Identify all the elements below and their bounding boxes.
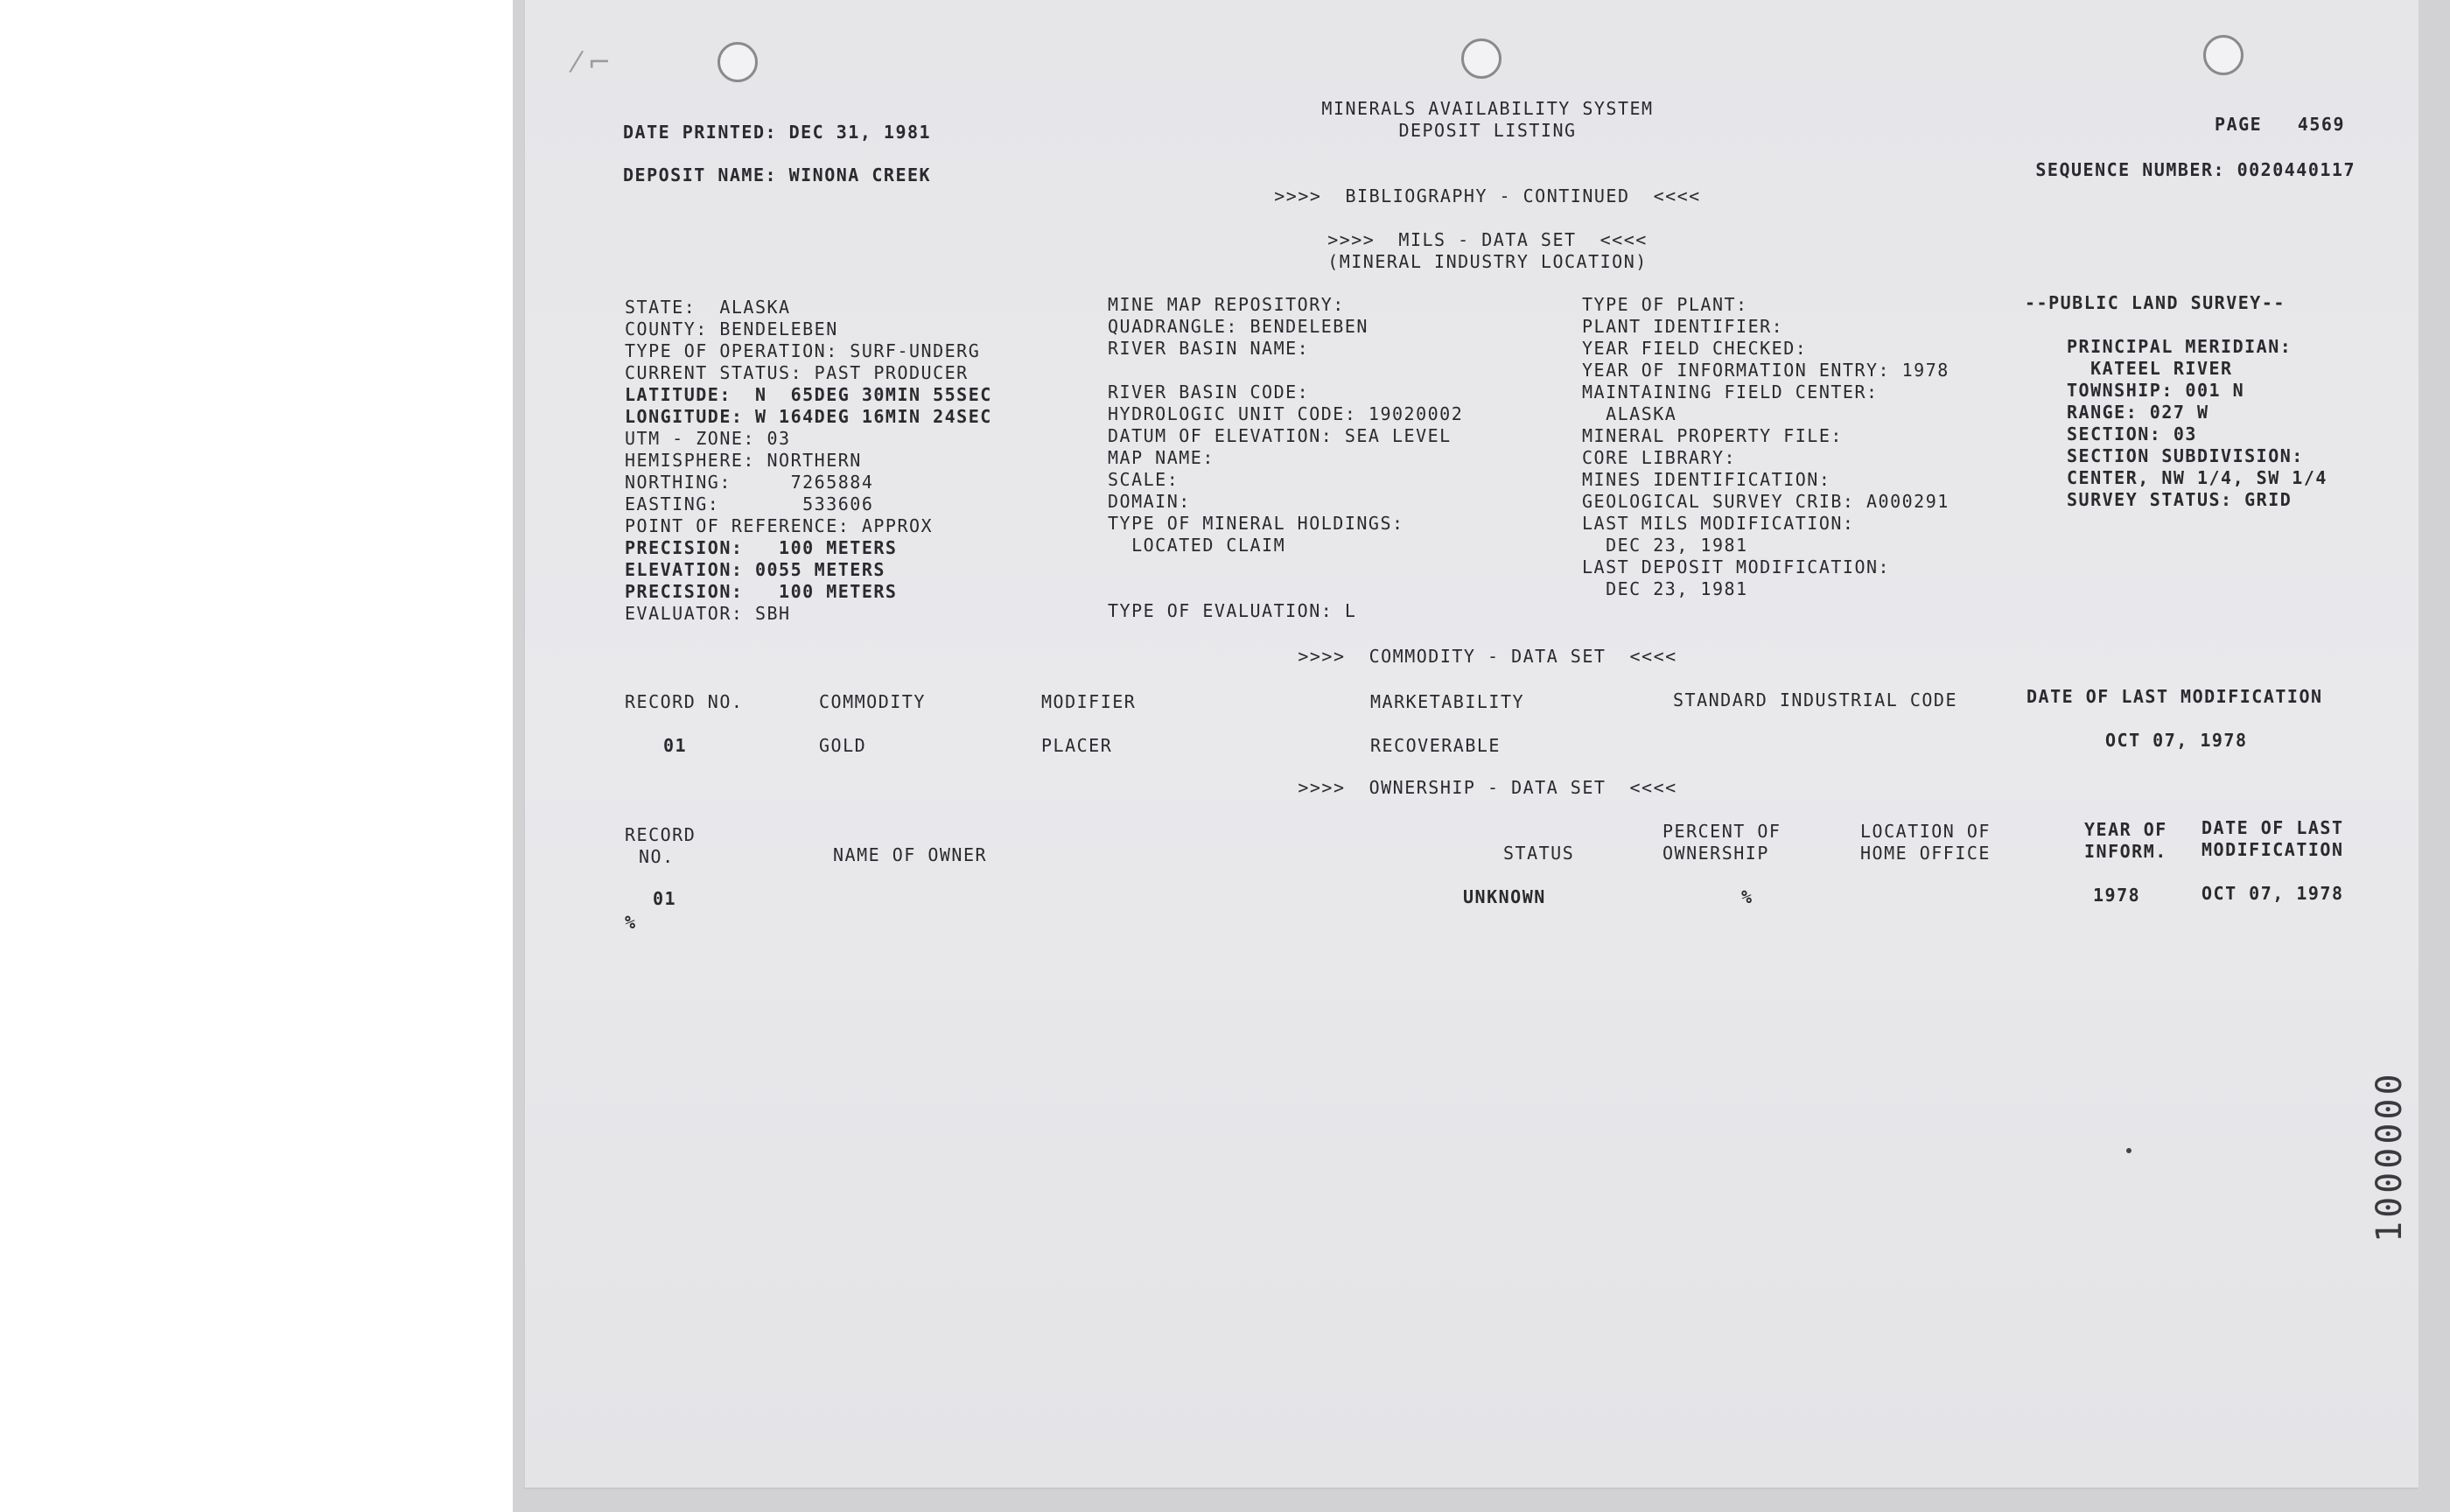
field-line (1108, 556, 1463, 578)
commodity-header-record: RECORD NO. (625, 691, 744, 712)
field-line: TOWNSHIP: 001 N (2067, 380, 2245, 401)
field-line (2025, 314, 2328, 336)
field-line: PLANT IDENTIFIER: (1582, 316, 1784, 337)
field-line: LAST DEPOSIT MODIFICATION: (1582, 556, 1891, 578)
commodity-value: GOLD (819, 735, 867, 756)
margin-stamp: 1000000 (2370, 1070, 2410, 1242)
field-line: TYPE OF PLANT: (1582, 294, 1748, 315)
field-line: HYDROLOGIC UNIT CODE: 19020002 (1108, 403, 1464, 424)
field-line: COUNTY: BENDELEBEN (625, 318, 838, 340)
field-line: SECTION SUBDIVISION: (2067, 445, 2304, 466)
field-line: SURVEY STATUS: GRID (2067, 489, 2292, 510)
field-line: CURRENT STATUS: PAST PRODUCER (625, 362, 969, 383)
mils-heading: >>>> MILS - DATA SET <<<< (1327, 229, 1648, 250)
ownership-heading: >>>> OWNERSHIP - DATA SET <<<< (1298, 777, 1677, 798)
binder-hole (2203, 35, 2244, 75)
field-line (1108, 578, 1463, 600)
bibliography-heading: >>>> BIBLIOGRAPHY - CONTINUED <<<< (1274, 186, 1701, 206)
field-line: POINT OF REFERENCE: APPROX (625, 515, 934, 536)
field-line: RIVER BASIN CODE: (1108, 382, 1310, 402)
ownership-header-date: DATE OF LAST (2202, 817, 2344, 838)
field-line: DEC 23, 1981 (1582, 535, 1748, 556)
commodity-header-commodity: COMMODITY (819, 691, 926, 712)
binder-hole (718, 42, 758, 82)
field-line: EVALUATOR: SBH (625, 603, 791, 624)
field-line: CENTER, NW 1/4, SW 1/4 (2067, 467, 2328, 488)
ownership-footer-mark: % (625, 912, 637, 933)
field-line: LAST MILS MODIFICATION: (1582, 513, 1855, 534)
field-line: LONGITUDE: W 164DEG 16MIN 24SEC (625, 406, 992, 427)
field-line: EASTING: 533606 (625, 494, 874, 514)
field-line: KATEEL RIVER (2067, 358, 2233, 379)
ink-dot (2126, 1148, 2132, 1153)
ownership-header-status: STATUS (1503, 843, 1575, 864)
commodity-header-date: DATE OF LAST MODIFICATION (2026, 686, 2323, 707)
field-line: UTM - ZONE: 03 (625, 428, 791, 449)
field-line: RANGE: 027 W (2067, 402, 2209, 423)
commodity-date: OCT 07, 1978 (2105, 730, 2248, 751)
field-line: CORE LIBRARY: (1582, 447, 1737, 468)
commodity-record-no: 01 (663, 735, 688, 756)
ownership-header-record-no: NO. (639, 846, 675, 867)
commodity-marketability: RECOVERABLE (1370, 735, 1501, 756)
field-line: SCALE: (1108, 469, 1180, 490)
sequence-number: SEQUENCE NUMBER: 0020440117 (2035, 159, 2356, 180)
field-line: MINE MAP REPOSITORY: (1108, 294, 1345, 315)
ownership-header-percent-2: OWNERSHIP (1662, 843, 1769, 864)
field-line: YEAR FIELD CHECKED: (1582, 338, 1808, 359)
field-line: NORTHING: 7265884 (625, 472, 874, 493)
page-number: PAGE 4569 (2215, 114, 2345, 135)
listing-title: DEPOSIT LISTING (1398, 120, 1577, 141)
field-line: GEOLOGICAL SURVEY CRIB: A000291 (1582, 491, 1950, 512)
field-line: STATE: ALASKA (625, 297, 791, 318)
ownership-header-percent: PERCENT OF (1662, 821, 1782, 842)
commodity-header-marketability: MARKETABILITY (1370, 691, 1525, 712)
field-line: RIVER BASIN NAME: (1108, 338, 1310, 359)
ownership-percent: % (1741, 886, 1754, 907)
ownership-date: OCT 07, 1978 (2202, 883, 2344, 904)
field-line (1108, 360, 1463, 382)
field-line: YEAR OF INFORMATION ENTRY: 1978 (1582, 360, 1950, 381)
system-title: MINERALS AVAILABILITY SYSTEM (1321, 98, 1654, 119)
field-line: DOMAIN: (1108, 491, 1191, 512)
field-line: DEC 23, 1981 (1582, 578, 1748, 599)
ownership-header-date-2: MODIFICATION (2202, 839, 2344, 860)
location-column-3 (1582, 294, 1950, 600)
ownership-status: UNKNOWN (1463, 886, 1546, 907)
ownership-header-name: NAME OF OWNER (833, 844, 988, 865)
field-line: PRECISION: 100 METERS (625, 581, 898, 602)
field-line: TYPE OF OPERATION: SURF-UNDERG (625, 340, 981, 361)
field-line: MAP NAME: (1108, 447, 1214, 468)
commodity-header-sic: STANDARD INDUSTRIAL CODE (1673, 690, 1957, 710)
field-line: DATUM OF ELEVATION: SEA LEVEL (1108, 425, 1452, 446)
field-line: LOCATED CLAIM (1108, 535, 1286, 556)
field-line: MAINTAINING FIELD CENTER: (1582, 382, 1879, 402)
location-column-1 (625, 297, 992, 625)
mils-subheading: (MINERAL INDUSTRY LOCATION) (1327, 251, 1648, 272)
binder-hole (1461, 38, 1502, 79)
survey-heading: --PUBLIC LAND SURVEY-- (2025, 292, 2286, 313)
field-line: QUADRANGLE: BENDELEBEN (1108, 316, 1368, 337)
ownership-header-location-2: HOME OFFICE (1860, 843, 1991, 864)
ownership-header-year-2: INFORM. (2084, 841, 2167, 862)
field-line: MINES IDENTIFICATION: (1582, 469, 1831, 490)
commodity-modifier: PLACER (1041, 735, 1113, 756)
date-printed: DATE PRINTED: DEC 31, 1981 (623, 122, 932, 143)
ownership-year: 1978 (2093, 885, 2141, 906)
field-line: PRINCIPAL MERIDIAN: (2067, 336, 2292, 357)
ownership-header-record: RECORD (625, 824, 696, 845)
field-line: TYPE OF MINERAL HOLDINGS: (1108, 513, 1404, 534)
ownership-record-no: 01 (653, 888, 677, 909)
pencil-mark: ⁄ ⌐ (574, 46, 612, 79)
field-line: TYPE OF EVALUATION: L (1108, 600, 1357, 621)
deposit-name: DEPOSIT NAME: WINONA CREEK (623, 164, 932, 186)
field-line: HEMISPHERE: NORTHERN (625, 450, 862, 471)
commodity-heading: >>>> COMMODITY - DATA SET <<<< (1298, 646, 1677, 667)
public-land-survey (2025, 292, 2328, 511)
field-line: LATITUDE: N 65DEG 30MIN 55SEC (625, 384, 992, 405)
location-column-2 (1108, 294, 1463, 622)
field-line: ALASKA (1582, 403, 1677, 424)
ownership-header-year: YEAR OF (2084, 819, 2167, 840)
field-line: ELEVATION: 0055 METERS (625, 559, 886, 580)
field-line: PRECISION: 100 METERS (625, 537, 898, 558)
ownership-header-location: LOCATION OF (1860, 821, 1991, 842)
commodity-header-modifier: MODIFIER (1041, 691, 1137, 712)
field-line: SECTION: 03 (2067, 424, 2197, 444)
field-line: MINERAL PROPERTY FILE: (1582, 425, 1843, 446)
